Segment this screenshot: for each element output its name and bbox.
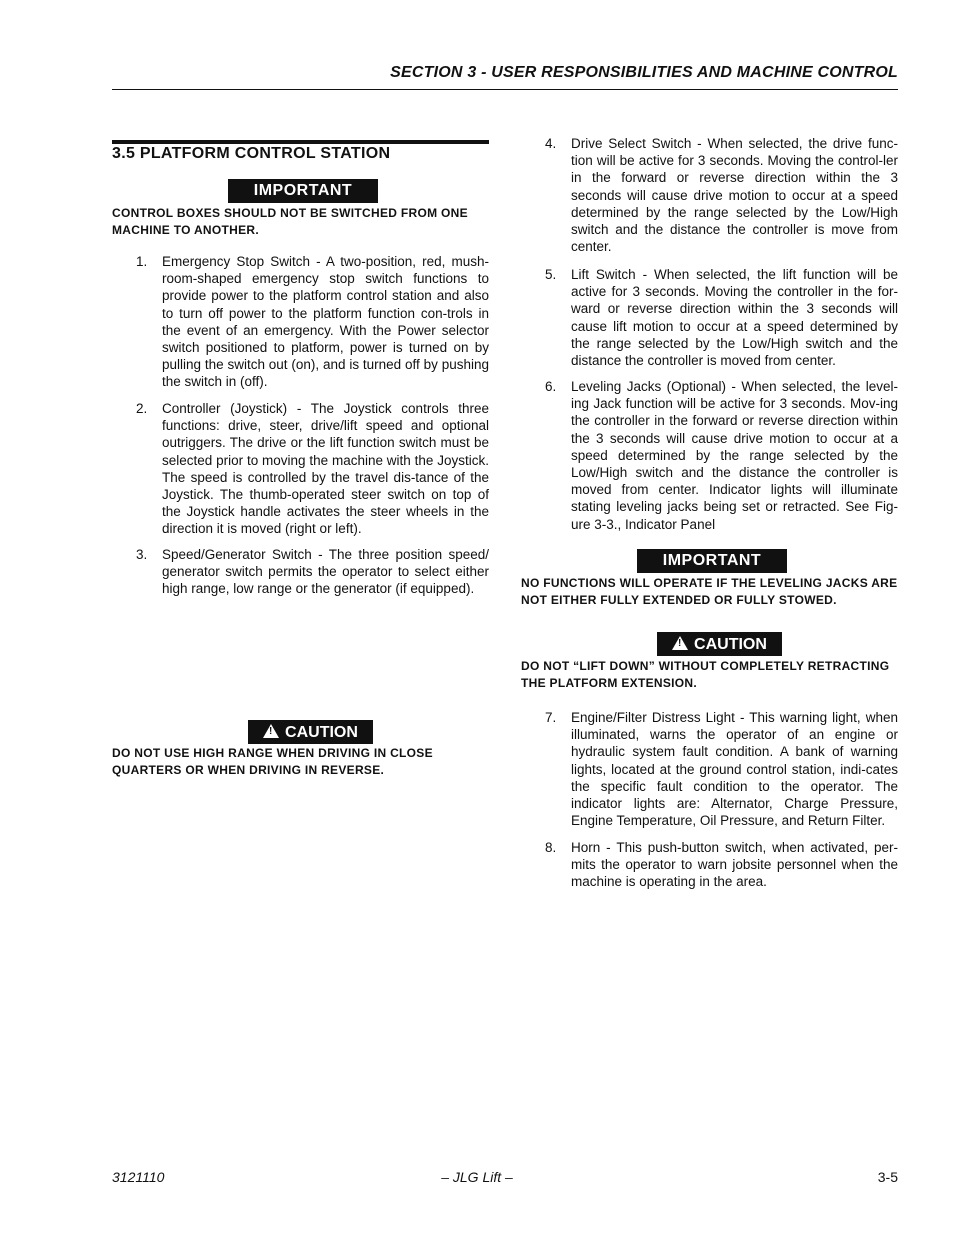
item-text: Controller (Joystick) - The Joystick controls three functions: drive, steer, drive/lift speed and optional outriggers. The drive or the lift function switch must be selected prior to moving the machine with the Joystick. The speed is controlled by the travel dis-tance of the Joystick. The thumb-operated steer switch on top of the Joystick handle activates the steer wheels in the direction it is moved (right or left).: [162, 401, 489, 537]
item-number: 3.: [136, 547, 148, 562]
important-label: IMPORTANT: [253, 182, 353, 199]
caution-badge: [248, 720, 373, 744]
list-item-7: [545, 709, 898, 829]
important-label: IMPORTANT: [662, 552, 762, 569]
list-item-2: [136, 400, 489, 538]
important-notice: NO FUNCTIONS WILL OPERATE IF THE LEVELING JACKS ARE NOT EITHER FULLY EXTENDED OR FULLY STOWED.: [521, 576, 898, 607]
caution-notice: DO NOT “LIFT DOWN” WITHOUT COMPLETELY RETRACTING THE PLATFORM EXTENSION.: [521, 659, 890, 690]
caution-badge: [657, 632, 782, 656]
list-item-3: [136, 546, 489, 598]
list-item-1: [136, 253, 489, 391]
list-item-6: [545, 378, 898, 533]
caution-label: CAUTION: [285, 724, 358, 741]
warning-triangle-icon: [263, 724, 279, 738]
warning-triangle-icon: [672, 636, 688, 650]
item-text: Drive Select Switch - When selected, the drive func-tion will be active for 3 seconds. Moving the control-ler in the forward or reverse direction within the 3 seconds will cause drive motion to occur at a speed determined by the range selected by the Low/High switch and the distance the controller is move from center.: [571, 136, 898, 255]
footer-center-title: – JLG Lift –: [441, 1169, 513, 1185]
caution-notice: DO NOT USE HIGH RANGE WHEN DRIVING IN CLOSE QUARTERS OR WHEN DRIVING IN REVERSE.: [112, 746, 433, 777]
item-text: Engine/Filter Distress Light - This warning light, when illuminated, warns the operator of an engine or hydraulic system fault condition. A bank of warning lights, located at the ground control station, indi-cates the specific fault condition to the operator. The indicator lights are: Alternator, Charge Pressure, Engine Temperature, Oil Pressure, and Return Filter.: [571, 710, 898, 829]
item-number: 5.: [545, 267, 557, 282]
item-text: Leveling Jacks (Optional) - When selected, the level-ing Jack function will be active for 3 seconds. Mov-ing the controller in the forward or reverse direction within the 3 seconds will cause drive motion to occur at a speed determined by the range selected by the Low/High switch and the distance the controller is moved from center. Indicator lights will illuminate stating leveling jacks being set or retracted. See Fig-ure 3-3., Indicator Panel: [571, 379, 898, 532]
item-number: 2.: [136, 401, 148, 416]
section-rule: [112, 140, 489, 144]
item-number: 1.: [136, 254, 148, 269]
list-item-5: [545, 266, 898, 369]
item-number: 4.: [545, 136, 557, 151]
footer-page-number: 3-5: [877, 1169, 898, 1185]
item-number: 8.: [545, 840, 557, 855]
footer-doc-number: 3121110: [112, 1169, 165, 1185]
item-text: Horn - This push-button switch, when activated, per-mits the operator to warn jobsite personnel when the machine is operating in the area.: [571, 840, 898, 890]
section-heading: 3.5 PLATFORM CONTROL STATION: [112, 145, 391, 162]
item-number: 7.: [545, 710, 557, 725]
item-number: 6.: [545, 379, 557, 394]
important-badge: [228, 179, 378, 203]
item-text: Speed/Generator Switch - The three position speed/ generator switch permits the operator to select either high range, low range or the generator (if equipped).: [162, 547, 489, 597]
item-text: Emergency Stop Switch - A two-position, red, mush-room-shaped emergency stop switch functions to provide power to the platform control station and also to turn off power to the platform function con-trols in the event of an emergency. With the Power selector switch positioned to platform, power is turned on by pulling the switch out (on), and is turned off by pushing the switch in (off).: [162, 254, 489, 390]
important-notice: CONTROL BOXES SHOULD NOT BE SWITCHED FROM ONE MACHINE TO ANOTHER.: [112, 206, 468, 237]
caution-label: CAUTION: [694, 636, 767, 653]
important-badge: [637, 549, 787, 573]
list-item-4: [545, 135, 898, 255]
section-header-title: SECTION 3 - USER RESPONSIBILITIES AND MACHINE CONTROL: [390, 64, 898, 81]
list-item-8: [545, 839, 898, 891]
header-rule: [112, 89, 898, 90]
item-text: Lift Switch - When selected, the lift function will be active for 3 seconds. Moving the controller in the for-ward or reverse direction within the 3 seconds will cause lift motion to occur at a speed determined by the range selected by the Low/High switch and the distance the controller is moved from center.: [571, 267, 898, 369]
